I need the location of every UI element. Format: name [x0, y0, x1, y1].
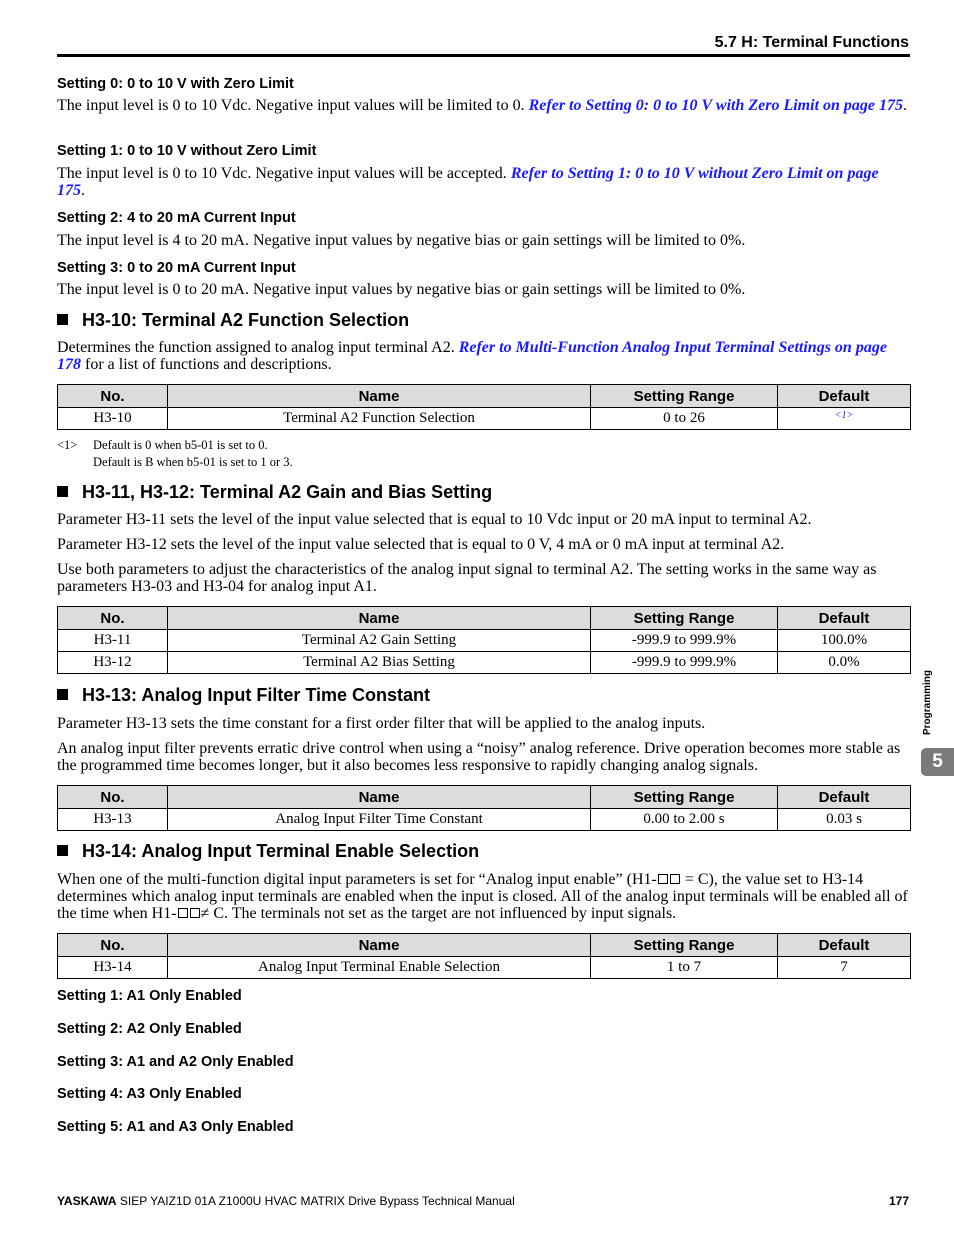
col-name: Name [168, 607, 591, 630]
footer-brand: YASKAWA [57, 1194, 117, 1208]
cell-name: Analog Input Filter Time Constant [168, 809, 591, 831]
cell-range: -999.9 to 999.9% [591, 652, 778, 674]
table-row [58, 957, 911, 979]
cell-default: 0.0% [778, 652, 911, 674]
cell-default: 7 [778, 957, 911, 979]
footnote-mark: <1> [57, 438, 78, 452]
h3-14-para [57, 871, 910, 922]
setting-1-after: . [81, 182, 85, 199]
h3-13-table [57, 785, 911, 831]
h3-13-para-2: An analog input filter prevents erratic drive control when using a “noisy” analog reference. Drive operation becomes more stable as the programmed time becomes longer, but it also becomes less responsive to rapidly changing analog signals. [57, 740, 901, 774]
cell-range: 1 to 7 [591, 957, 778, 979]
table-header-row [58, 385, 911, 408]
h3-10-heading [57, 310, 409, 331]
h3-14-para-b: = C), the value set to H3-14 determines which analog input terminals are enabled when the input is closed. All of the analog input terminals will be enabled all of the time when H1- [57, 871, 908, 922]
col-name: Name [168, 934, 591, 957]
chapter-side-label: Programming [922, 669, 933, 735]
section-bullet [57, 845, 68, 856]
section-bullet [57, 314, 68, 325]
cell-name: Terminal A2 Gain Setting [168, 630, 591, 652]
placeholder-box-icon [178, 908, 188, 918]
table-header-row [58, 607, 911, 630]
table-header-row [58, 934, 911, 957]
h3-14-setting-4: Setting 4: A3 Only Enabled [57, 1086, 242, 1102]
setting-2-text: The input level is 4 to 20 mA. Negative input values by negative bias or gain settings will be limited to 0%. [57, 232, 746, 249]
table-header-row [58, 786, 911, 809]
cell-range: 0.00 to 2.00 s [591, 809, 778, 831]
h3-11-para-2: Parameter H3-12 sets the level of the input value selected that is equal to 0 V, 4 mA or 0 mA input at terminal A2. [57, 536, 785, 553]
cell-no: H3-14 [58, 957, 168, 979]
setting-0-link[interactable]: Refer to Setting 0: 0 to 10 V with Zero Limit on page 175 [528, 97, 904, 114]
setting-2-title: Setting 2: 4 to 20 mA Current Input [57, 210, 296, 226]
footer-doc [57, 1194, 515, 1208]
section-bullet [57, 486, 68, 497]
cell-range: 0 to 26 [591, 408, 778, 430]
h3-14-setting-2: Setting 2: A2 Only Enabled [57, 1021, 242, 1037]
table-row [58, 809, 911, 831]
cell-no: H3-10 [58, 408, 168, 430]
placeholder-box-icon [190, 908, 200, 918]
h3-14-heading [57, 841, 479, 862]
col-no: No. [58, 786, 168, 809]
cell-name: Analog Input Terminal Enable Selection [168, 957, 591, 979]
col-default: Default [778, 786, 911, 809]
footer-doc-title: SIEP YAIZ1D 01A Z1000U HVAC MATRIX Drive Bypass Technical Manual [116, 1194, 515, 1208]
h3-11-para-1: Parameter H3-11 sets the level of the input value selected that is equal to 10 Vdc input or 20 mA input to terminal A2. [57, 511, 812, 528]
col-default: Default [778, 934, 911, 957]
setting-1-title: Setting 1: 0 to 10 V without Zero Limit [57, 143, 317, 159]
header-rule [57, 54, 910, 57]
col-default: Default [778, 385, 911, 408]
h3-10-heading-text: H3-10: Terminal A2 Function Selection [82, 310, 410, 330]
cell-default [778, 408, 911, 430]
setting-0-text [57, 97, 910, 114]
h3-11-table [57, 606, 911, 674]
footnote-line-2: Default is B when b5-01 is set to 1 or 3. [93, 455, 293, 469]
col-no: No. [58, 934, 168, 957]
setting-1-body: The input level is 0 to 10 Vdc. Negative input values will be accepted. [57, 165, 511, 182]
cell-default: 0.03 s [778, 809, 911, 831]
col-range: Setting Range [591, 607, 778, 630]
h3-11-heading-text: H3-11, H3-12: Terminal A2 Gain and Bias Setting [82, 482, 493, 502]
table-row [58, 408, 911, 430]
footnote-ref[interactable]: <1> [834, 410, 854, 421]
chapter-tab[interactable]: 5 [921, 748, 954, 776]
h3-10-link[interactable]: Refer to Multi-Function Analog Input Terminal Settings on page 178 [57, 339, 887, 373]
page-section-title: 5.7 H: Terminal Functions [714, 34, 909, 51]
col-range: Setting Range [591, 385, 778, 408]
placeholder-box-icon [658, 874, 668, 884]
h3-14-heading-text: H3-14: Analog Input Terminal Enable Selection [82, 841, 480, 861]
col-default: Default [778, 607, 911, 630]
col-no: No. [58, 385, 168, 408]
h3-14-table [57, 933, 911, 979]
h3-13-heading [57, 685, 430, 706]
cell-name: Terminal A2 Bias Setting [168, 652, 591, 674]
setting-0-after: . [903, 97, 908, 114]
section-bullet [57, 689, 68, 700]
table-row [58, 630, 911, 652]
col-range: Setting Range [591, 786, 778, 809]
table-row [58, 652, 911, 674]
cell-default: 100.0% [778, 630, 911, 652]
h3-10-body: Determines the function assigned to analog input terminal A2. [57, 339, 459, 356]
setting-0-body: The input level is 0 to 10 Vdc. Negative input values will be limited to 0. [57, 97, 529, 114]
h3-14-setting-5: Setting 5: A1 and A3 Only Enabled [57, 1119, 294, 1135]
setting-1-text [57, 165, 910, 199]
col-name: Name [168, 786, 591, 809]
h3-14-setting-1: Setting 1: A1 Only Enabled [57, 988, 242, 1004]
col-no: No. [58, 607, 168, 630]
h3-14-setting-3: Setting 3: A1 and A2 Only Enabled [57, 1054, 294, 1070]
h3-13-para-1: Parameter H3-13 sets the time constant for a first order filter that will be applied to the analog inputs. [57, 715, 706, 732]
placeholder-box-icon [670, 874, 680, 884]
cell-no: H3-12 [58, 652, 168, 674]
page-number: 177 [888, 1194, 909, 1208]
h3-14-para-a: When one of the multi-function digital input parameters is set for “Analog input enable” (H1- [57, 871, 657, 888]
setting-3-text: The input level is 0 to 20 mA. Negative input values by negative bias or gain settings will be limited to 0%. [57, 281, 746, 298]
h3-10-table [57, 384, 911, 430]
cell-range: -999.9 to 999.9% [591, 630, 778, 652]
h3-10-after: for a list of functions and descriptions. [81, 356, 332, 373]
h3-14-para-c: ≠ C. The terminals not set as the target are not influenced by input signals. [200, 905, 677, 922]
cell-name: Terminal A2 Function Selection [168, 408, 591, 430]
h3-13-heading-text: H3-13: Analog Input Filter Time Constant [82, 685, 431, 705]
col-name: Name [168, 385, 591, 408]
col-range: Setting Range [591, 934, 778, 957]
cell-no: H3-13 [58, 809, 168, 831]
setting-1-link[interactable]: Refer to Setting 1: 0 to 10 V without Zero Limit on page 175 [57, 165, 879, 199]
footnote-line-1: Default is 0 when b5-01 is set to 0. [93, 438, 268, 452]
cell-no: H3-11 [58, 630, 168, 652]
h3-10-text [57, 339, 910, 373]
h3-11-para-3: Use both parameters to adjust the characteristics of the analog input signal to terminal A2. The setting works in the same way as parameters H3-03 and H3-04 for analog input A1. [57, 561, 877, 595]
setting-0-title: Setting 0: 0 to 10 V with Zero Limit [57, 76, 294, 92]
setting-3-title: Setting 3: 0 to 20 mA Current Input [57, 260, 296, 276]
h3-11-heading [57, 482, 492, 503]
